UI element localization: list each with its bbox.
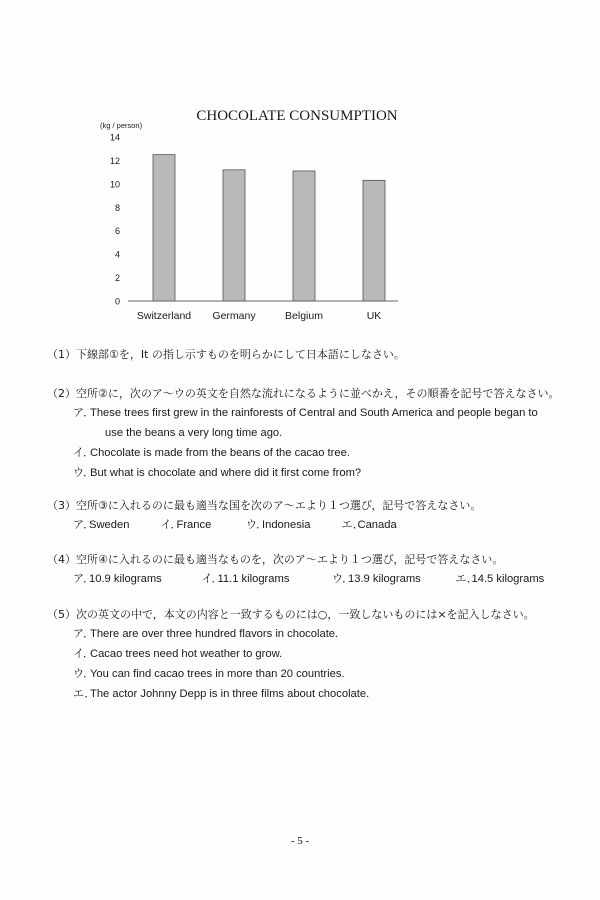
x-tick-label: Belgium (285, 310, 323, 322)
bar-uk (363, 180, 385, 301)
y-tick-label: 14 (109, 132, 120, 143)
question-3 (47, 496, 481, 535)
option-c: ウ．13.9 kilograms (332, 572, 421, 585)
x-tick-label: Switzerland (136, 310, 192, 322)
y-tick-label: 6 (114, 226, 120, 237)
option-a: ア．10.9 kilograms (73, 572, 162, 585)
question-2-title: （2）空所②に，次のア～ウの英文を自然な流れになるように並べかえ，その順番を記号で答えなさい。 (47, 387, 560, 400)
question-3-options (47, 515, 481, 535)
statement-c: ウ．You can find cacao trees in more than 20 countries. (73, 667, 345, 680)
x-tick-label: UK (366, 310, 382, 322)
y-tick-label: 4 (114, 249, 120, 260)
option-a-continued: use the beans a very long time ago. (105, 427, 283, 439)
question-5 (47, 605, 535, 704)
chart-title: CHOCOLATE CONSUMPTION (196, 108, 398, 124)
y-axis-label: (kg / person) (100, 121, 143, 130)
bar-belgium (293, 171, 315, 301)
question-4-title: （4）空所④に入れるのに最も適当なものを，次のア～エより１つ選び，記号で答えなさい。 (47, 553, 504, 566)
bar-chart (0, 0, 600, 340)
y-tick-label: 10 (109, 179, 120, 190)
y-tick-label: 12 (109, 155, 120, 166)
question-4 (47, 550, 544, 589)
statement-d: エ．The actor Johnny Depp is in three films about chocolate. (73, 687, 370, 700)
question-1 (47, 345, 405, 364)
x-tick-label: Germany (212, 310, 256, 322)
y-tick-label: 8 (114, 202, 120, 213)
statement-b: イ．Cacao trees need hot weather to grow. (73, 647, 283, 660)
option-d: エ．14.5 kilograms (455, 572, 545, 585)
question-4-options (47, 569, 544, 589)
option-b: イ．11.1 kilograms (201, 572, 290, 585)
y-tick-label: 0 (114, 296, 120, 307)
option-a: ア．Sweden (73, 518, 130, 531)
option-c: ウ．Indonesia (246, 518, 311, 531)
question-3-title: （3）空所③に入れるのに最も適当な国を次のア～エより１つ選び，記号で答えなさい。 (47, 499, 482, 512)
page-number: - 5 - (290, 835, 310, 847)
option-a: ア．These trees first grew in the rainforests of Central and South America and people began to (73, 406, 538, 419)
y-tick-label: 2 (114, 273, 120, 284)
question-5-title: （5）次の英文の中で，本文の内容と一致するものには○，一致しないものには×を記入しなさい。 (47, 608, 535, 621)
bar-germany (223, 170, 245, 301)
bar-switzerland (153, 155, 175, 301)
option-d: エ．Canada (341, 518, 397, 531)
statement-a: ア．There are over three hundred flavors in chocolate. (73, 627, 339, 640)
question-1-title: （1）下線部①を，It の指し示すものを明らかにして日本語にしなさい。 (47, 348, 405, 361)
option-b: イ．Chocolate is made from the beans of the cacao tree. (73, 446, 350, 459)
option-c: ウ．But what is chocolate and where did it first come from? (73, 466, 362, 479)
question-2 (47, 384, 560, 483)
option-b: イ．France (160, 518, 212, 531)
